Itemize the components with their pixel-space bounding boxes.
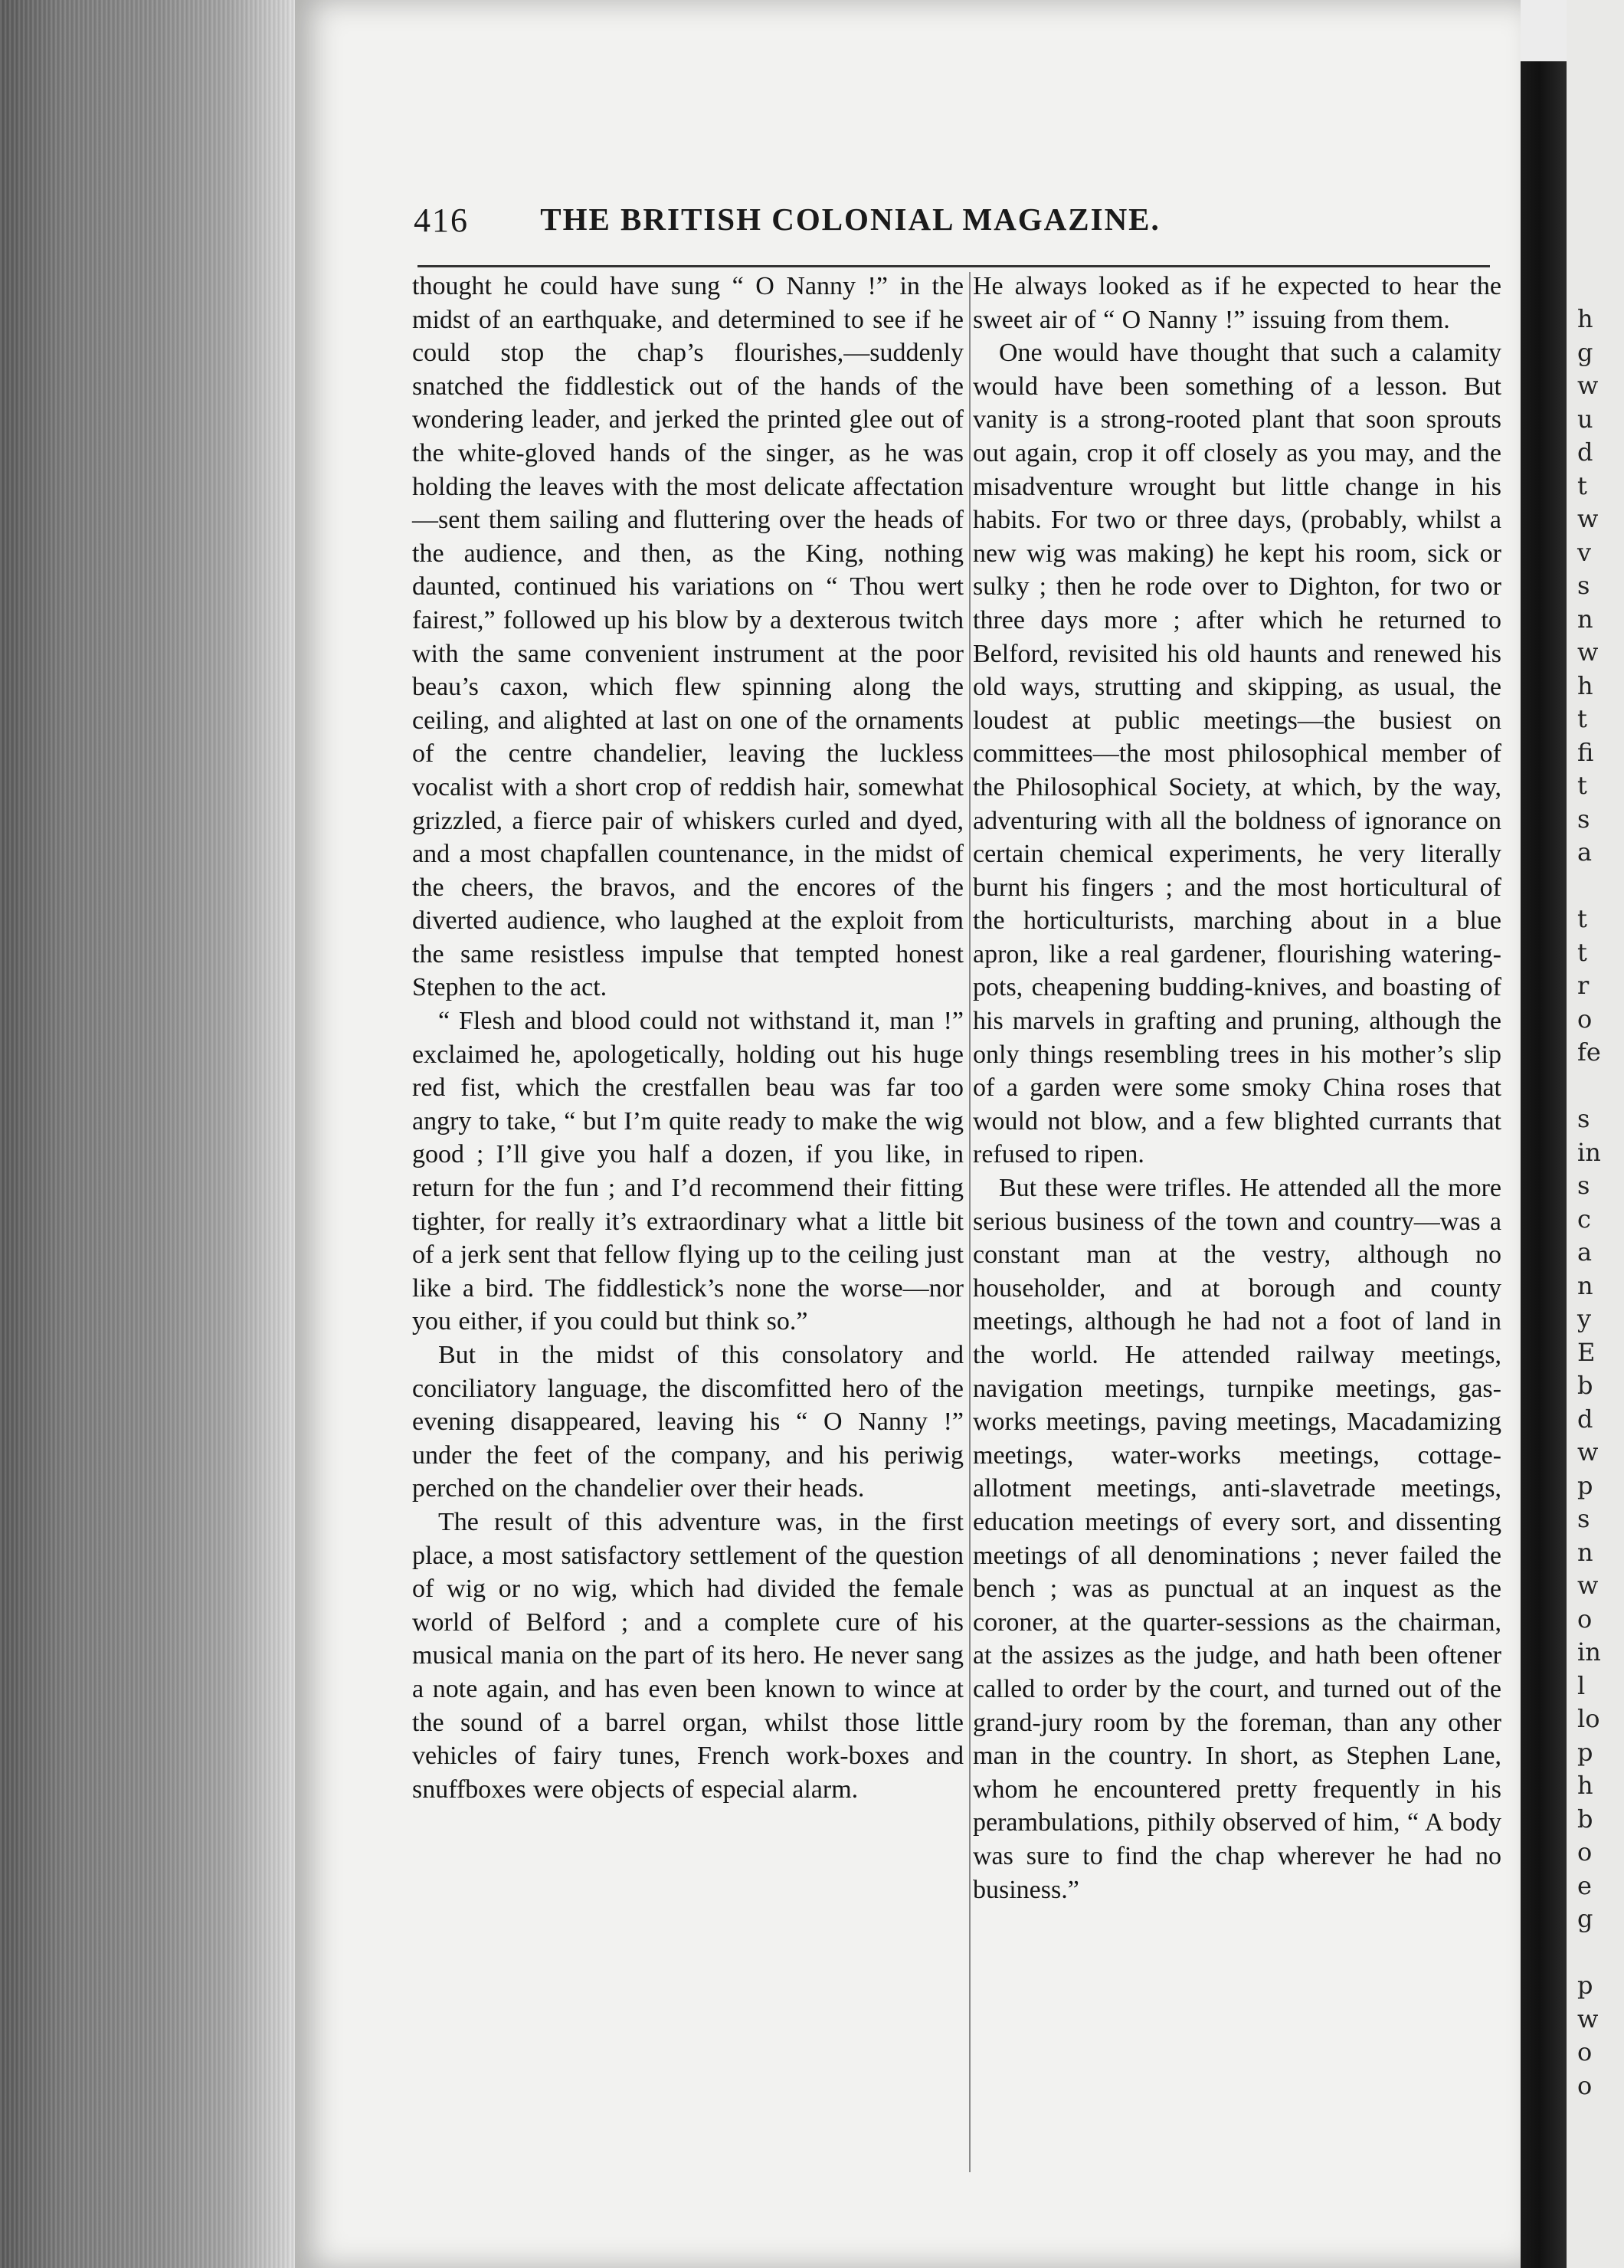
next-page-fragment [1567, 1936, 1601, 1970]
next-page-fragment: E [1577, 1337, 1596, 1367]
paragraph: thought he could have sung “ O Nanny !” in the midst of an earthquake, and determined to see if he could stop the chap’s flourishes,—suddenly snatched the fiddlestick out of the hands of the wondering leader, and jerked the printed glee out of the white-gloved hands of the singer, as he was holding the leaves with the most delicate affectation—sent them sailing and fluttering over the heads of the audience, and then, as the King, nothing daunted, continued his variations on “ Thou wert fairest,” followed up his blow by a dexterous twitch with the same convenient instrument at the poor beau’s caxon, which flew spinning along the ceiling, and alighted at last on one of the ornaments of the centre chandelier, leaving the luckless vocalist with a short crop of reddish hair, somewhat grizzled, a fierce pair of whiskers curled and dyed, and a most chapfallen countenance, in the midst of the cheers, the bravos, and the encores of the diverted audience, who laughed at the exploit from the same resistless impulse that tempted honest Stephen to the act. [412, 272, 964, 1002]
paragraph: The result of this adventure was, in the first place, a most satisfactory settlement of the question of wig or no wig, which had divided the female world of Belford ; and a complete cure of his musical mania on the part of its hero. He never sang a note again, and has even been known to wince at the sound of a barrel organ, whilst those little vehicles of fairy tunes, French work-boxes and snuffboxes were objects of especial alarm. [412, 1507, 964, 1804]
next-page-fragment: c [1577, 1204, 1591, 1234]
next-page-fragment: a [1577, 837, 1593, 867]
running-title: THE BRITISH COLONIAL MAGAZINE. [540, 202, 1161, 237]
book-binding-edge [0, 0, 299, 2268]
next-page-fragment: o [1577, 1004, 1593, 1034]
next-page-fragment: w [1577, 504, 1599, 533]
paragraph: But these were trifles. He attended all the more serious business of the town and country—was a constant man at the vestry, although no householder, and at borough and county meetings, although he had not a foot of land in the world. He attended railway meetings, navigation meetings, turnpike meetings, gas-works meetings, paving meetings, Macadamizing meetings, water-works meetings, cottage-allotment meetings, anti-slavetrade meetings, education meetings of every sort, and dissenting meetings of all denominations ; never failed the bench ; was as punctual at an inquest as the coroner, at the quarter-sessions as the chairman, at the assizes as the judge, and hath been oftener called to order by the court, and turned out of the grand-jury room by the foreman, than any other man in the country. In short, as Stephen Lane, whom he encountered pretty frequently in his perambulations, pithily observed of him, “ A body was sure to find the chap wherever he had no business.” [973, 1174, 1501, 1904]
next-page-fragment: a [1577, 1237, 1593, 1267]
next-page-fragment: s [1577, 1504, 1590, 1533]
next-page-fragment: p [1577, 1470, 1593, 1500]
next-page-fragment: in [1577, 1637, 1601, 1667]
next-page-fragment: s [1577, 1171, 1590, 1200]
next-page-fragment: lo [1577, 1704, 1600, 1733]
next-page-fragment: n [1577, 604, 1593, 634]
next-page-fragment: t [1577, 937, 1587, 967]
next-page-fragment: w [1577, 1437, 1599, 1467]
next-page-fragment: fe [1577, 1037, 1601, 1067]
next-page-fragment: b [1577, 1804, 1593, 1834]
next-page-fragment: b [1577, 1371, 1593, 1400]
next-page-fragment: h [1577, 670, 1593, 700]
paragraph: One would have thought that such a calamity would have been something of a lesson. But vanity is a strong-rooted plant that soon sprouts out again, crop it off closely as you may, and the misadventure wrought but little change in his habits. For two or three days, (probably, whilst a new wig was making) he kept his room, sick or sulky ; then he rode over to Dighton, for two or three days more ; after which he returned to Belford, revisited his old haunts and renewed his old ways, strutting and skipping, as usual, the loudest at public meetings—the busiest on committees—the most philosophical member of the Philosophical Society, at which, by the way, adventuring with all the boldness of ignorance on certain chemical experiments, he very literally burnt his fingers ; and the most horticultural of the horticulturists, marching about in a blue apron, like a real gardener, flourishing watering-pots, cheapening budding-knives, and boasting of his marvels in grafting and pruning, although the only things resembling trees in his mother’s slip of a garden were some smoky China roses that would not blow, and a few blighted currants that refused to ripen. [973, 339, 1501, 1169]
header-rule [417, 265, 1490, 267]
page-number: 416 [414, 202, 469, 239]
next-page-fragment: u [1577, 404, 1593, 434]
next-page-fragment: w [1577, 637, 1599, 667]
next-page-fragment: s [1577, 804, 1590, 834]
next-page-fragment: h [1577, 304, 1593, 333]
next-page-fragment: s [1577, 1104, 1590, 1133]
next-page-fragment: o [1577, 1604, 1593, 1634]
next-page-fragment: o [1577, 1837, 1593, 1867]
next-page-fragment: o [1577, 2037, 1593, 2066]
paragraph: But in the midst of this consolatory and conciliatory language, the discomfitted hero of the evening disappeared, leaving his “ O Nanny !” under the feet of the company, and his periwig perched on the chandelier over their heads. [412, 1341, 964, 1503]
next-page-fragment: e [1577, 1870, 1592, 1900]
next-page-fragment: n [1577, 1537, 1593, 1567]
next-page-fragment: l [1577, 1670, 1586, 1700]
adjacent-page-edge [1567, 0, 1624, 2268]
next-page-fragment: t [1577, 470, 1587, 500]
next-page-fragment: g [1577, 1904, 1593, 1933]
next-page-fragment: s [1577, 571, 1590, 600]
right-column [973, 270, 1501, 1906]
next-page-fragment: o [1577, 2070, 1593, 2100]
next-page-fragment: in [1577, 1137, 1601, 1167]
next-page-fragment: n [1577, 1270, 1593, 1300]
next-page-fragment: fi [1577, 737, 1594, 767]
paragraph: “ Flesh and blood could not withstand it, man !” exclaimed he, apologetically, holding out his huge red fist, which the crestfallen beau was far too angry to take, “ but I’m quite ready to make the wig good ; I’ll give you half a dozen, if you like, in return for the fun ; and I’d recommend their fitting tighter, for really it’s extraordinary what a little bit of a jerk sent that fellow flying up to the ceiling just like a bird. The fiddlestick’s none the worse—nor you either, if you could but think so.” [412, 1007, 964, 1336]
next-page-fragment: g [1577, 337, 1593, 367]
next-page-fragment: d [1577, 438, 1593, 467]
next-page-fragment: p [1577, 1737, 1593, 1767]
next-page-fragment [1567, 870, 1601, 903]
next-page-fragment: d [1577, 1404, 1593, 1434]
next-page-fragment: w [1577, 371, 1599, 400]
next-page-fragment: t [1577, 771, 1587, 800]
column-divider [969, 272, 971, 2172]
paragraph: He always looked as if he expected to hear the sweet air of “ O Nanny !” issuing from them. [973, 272, 1501, 334]
next-page-fragment: y [1577, 1304, 1592, 1333]
running-header [414, 201, 1287, 247]
next-page-fragment [1567, 1070, 1601, 1103]
next-page-fragment: t [1577, 704, 1587, 733]
next-page-fragment: w [1577, 1571, 1599, 1600]
next-page-fragment: r [1577, 971, 1590, 1000]
next-page-fragment: t [1577, 904, 1587, 933]
next-page-fragment: w [1577, 2004, 1599, 2034]
next-page-fragment: p [1577, 1971, 1593, 2000]
next-page-fragment: v [1577, 537, 1592, 567]
next-page-fragment: h [1577, 1771, 1593, 1800]
left-column [412, 270, 964, 1806]
page-gutter-shadow [1521, 61, 1567, 2268]
